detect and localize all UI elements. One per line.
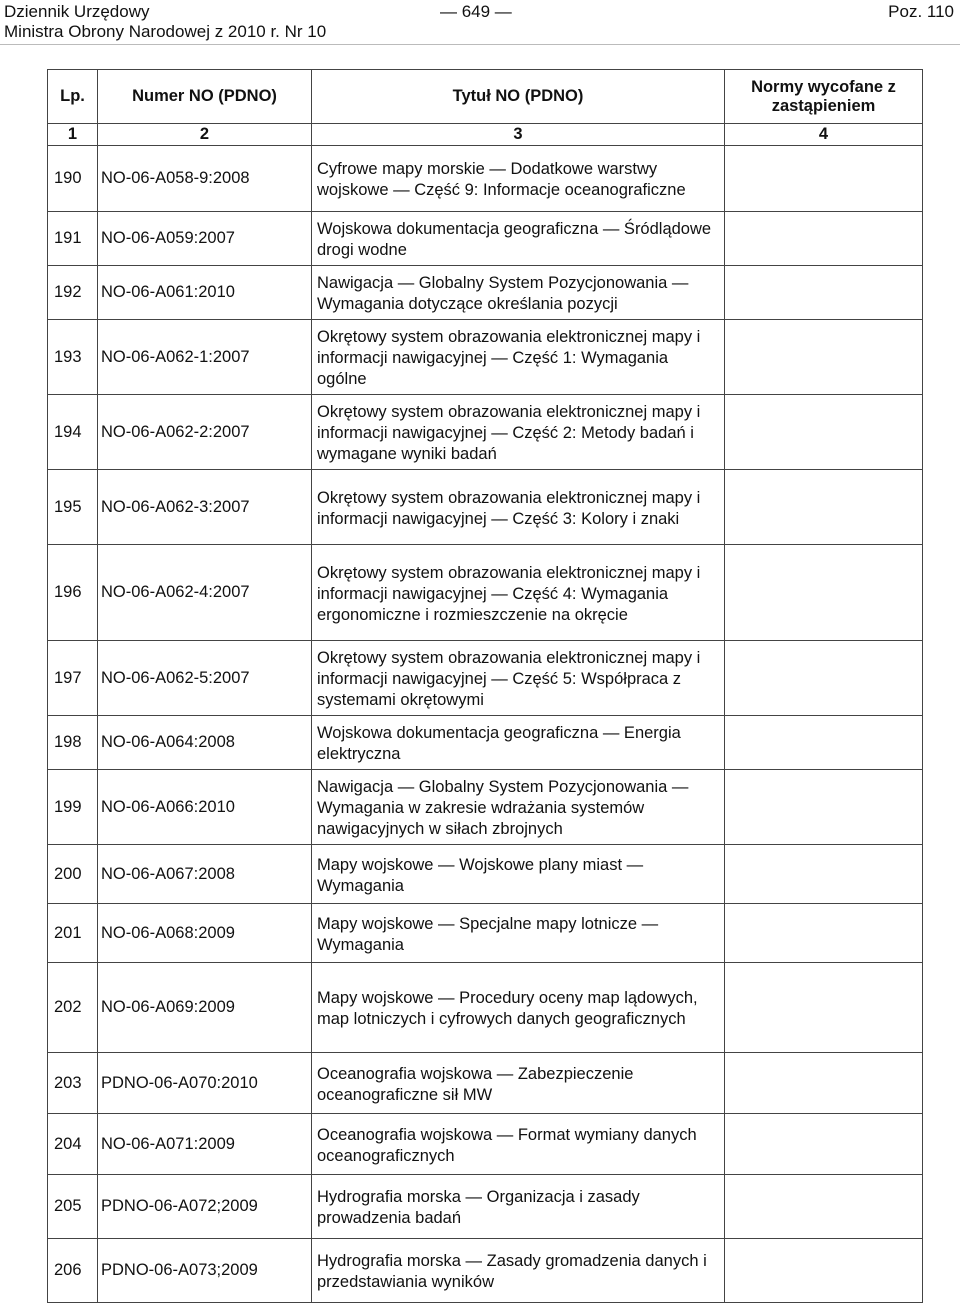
row-number: NO-06-A068:2009 bbox=[98, 904, 312, 963]
row-withdrawn bbox=[725, 395, 923, 470]
col-header-lp: Lp. bbox=[48, 70, 98, 124]
row-title: Hydrografia morska — Organizacja i zasady prowadzenia badań bbox=[312, 1175, 725, 1239]
column-number-row bbox=[48, 124, 923, 146]
row-lp: 197 bbox=[48, 641, 98, 716]
row-withdrawn bbox=[725, 545, 923, 641]
row-withdrawn bbox=[725, 1053, 923, 1114]
row-withdrawn bbox=[725, 641, 923, 716]
table-body bbox=[48, 146, 923, 1303]
row-title: Hydrografia morska — Zasady gromadzenia danych i przedstawiania wyników bbox=[312, 1239, 725, 1303]
row-title: Oceanografia wojskowa — Format wymiany danych oceanograficznych bbox=[312, 1114, 725, 1175]
row-withdrawn bbox=[725, 212, 923, 266]
row-lp: 206 bbox=[48, 1239, 98, 1303]
row-number: PDNO-06-A072;2009 bbox=[98, 1175, 312, 1239]
row-number: NO-06-A058-9:2008 bbox=[98, 146, 312, 212]
position-number: Poz. 110 bbox=[888, 2, 954, 21]
table-row bbox=[48, 470, 923, 545]
table-row bbox=[48, 845, 923, 904]
row-lp: 195 bbox=[48, 470, 98, 545]
ministry-line: Ministra Obrony Narodowej z 2010 r. Nr 10 bbox=[4, 22, 327, 41]
table-row bbox=[48, 146, 923, 212]
row-withdrawn bbox=[725, 320, 923, 395]
row-number: NO-06-A061:2010 bbox=[98, 266, 312, 320]
row-withdrawn bbox=[725, 1239, 923, 1303]
row-lp: 205 bbox=[48, 1175, 98, 1239]
row-title: Mapy wojskowe — Procedury oceny map lądowych, map lotniczych i cyfrowych danych geograficznych bbox=[312, 963, 725, 1053]
table-row bbox=[48, 1053, 923, 1114]
row-withdrawn bbox=[725, 716, 923, 770]
row-withdrawn bbox=[725, 770, 923, 845]
table-row bbox=[48, 395, 923, 470]
row-lp: 200 bbox=[48, 845, 98, 904]
row-lp: 191 bbox=[48, 212, 98, 266]
row-withdrawn bbox=[725, 1114, 923, 1175]
row-title: Okrętowy system obrazowania elektronicznej mapy i informacji nawigacyjnej — Część 1: Wymagania ogólne bbox=[312, 320, 725, 395]
page-header bbox=[0, 0, 960, 46]
table-row bbox=[48, 770, 923, 845]
row-title: Nawigacja — Globalny System Pozycjonowania — Wymagania w zakresie wdrażania systemów nawigacyjnych w siłach zbrojnych bbox=[312, 770, 725, 845]
table-row bbox=[48, 1175, 923, 1239]
row-lp: 202 bbox=[48, 963, 98, 1053]
row-title: Cyfrowe mapy morskie — Dodatkowe warstwy wojskowe — Część 9: Informacje oceanograficzne bbox=[312, 146, 725, 212]
col-number-2: 2 bbox=[98, 124, 312, 146]
col-header-title: Tytuł NO (PDNO) bbox=[312, 70, 725, 124]
row-number: PDNO-06-A073;2009 bbox=[98, 1239, 312, 1303]
table-row bbox=[48, 963, 923, 1053]
table-row bbox=[48, 1239, 923, 1303]
page-number: — 649 — bbox=[440, 2, 512, 21]
row-title: Okrętowy system obrazowania elektronicznej mapy i informacji nawigacyjnej — Część 2: Metody badań i wymagane wyniki badań bbox=[312, 395, 725, 470]
row-lp: 196 bbox=[48, 545, 98, 641]
row-title: Okrętowy system obrazowania elektronicznej mapy i informacji nawigacyjnej — Część 4: Wymagania ergonomiczne i rozmieszczenie na okręcie bbox=[312, 545, 725, 641]
row-lp: 193 bbox=[48, 320, 98, 395]
column-header-row bbox=[48, 70, 923, 124]
table-row bbox=[48, 641, 923, 716]
row-title: Nawigacja — Globalny System Pozycjonowania — Wymagania dotyczące określania pozycji bbox=[312, 266, 725, 320]
row-withdrawn bbox=[725, 1175, 923, 1239]
col-number-1: 1 bbox=[48, 124, 98, 146]
row-lp: 203 bbox=[48, 1053, 98, 1114]
row-title: Oceanografia wojskowa — Zabezpieczenie oceanograficzne sił MW bbox=[312, 1053, 725, 1114]
table-row bbox=[48, 212, 923, 266]
row-number: NO-06-A059:2007 bbox=[98, 212, 312, 266]
row-withdrawn bbox=[725, 904, 923, 963]
row-withdrawn bbox=[725, 963, 923, 1053]
row-withdrawn bbox=[725, 146, 923, 212]
row-title: Wojskowa dokumentacja geograficzna — Śródlądowe drogi wodne bbox=[312, 212, 725, 266]
col-number-4: 4 bbox=[725, 124, 923, 146]
row-number: PDNO-06-A070:2010 bbox=[98, 1053, 312, 1114]
standards-table bbox=[47, 69, 923, 1303]
table-row bbox=[48, 716, 923, 770]
row-lp: 204 bbox=[48, 1114, 98, 1175]
journal-title: Dziennik Urzędowy bbox=[4, 2, 150, 21]
table-row bbox=[48, 904, 923, 963]
row-title: Okrętowy system obrazowania elektronicznej mapy i informacji nawigacyjnej — Część 3: Kolory i znaki bbox=[312, 470, 725, 545]
row-lp: 192 bbox=[48, 266, 98, 320]
row-number: NO-06-A071:2009 bbox=[98, 1114, 312, 1175]
table-row bbox=[48, 545, 923, 641]
row-withdrawn bbox=[725, 266, 923, 320]
row-number: NO-06-A062-5:2007 bbox=[98, 641, 312, 716]
row-lp: 190 bbox=[48, 146, 98, 212]
row-title: Mapy wojskowe — Wojskowe plany miast — Wymagania bbox=[312, 845, 725, 904]
row-title: Okrętowy system obrazowania elektronicznej mapy i informacji nawigacyjnej — Część 5: Współpraca z systemami okrętowymi bbox=[312, 641, 725, 716]
row-lp: 199 bbox=[48, 770, 98, 845]
table-row bbox=[48, 1114, 923, 1175]
row-lp: 194 bbox=[48, 395, 98, 470]
row-number: NO-06-A062-3:2007 bbox=[98, 470, 312, 545]
col-number-3: 3 bbox=[312, 124, 725, 146]
col-header-number: Numer NO (PDNO) bbox=[98, 70, 312, 124]
row-number: NO-06-A069:2009 bbox=[98, 963, 312, 1053]
col-header-withdrawn: Normy wycofane z zastąpieniem bbox=[725, 70, 923, 124]
table-row bbox=[48, 320, 923, 395]
header-divider bbox=[0, 44, 960, 45]
table-row bbox=[48, 266, 923, 320]
row-withdrawn bbox=[725, 470, 923, 545]
row-lp: 201 bbox=[48, 904, 98, 963]
row-title: Wojskowa dokumentacja geograficzna — Energia elektryczna bbox=[312, 716, 725, 770]
row-lp: 198 bbox=[48, 716, 98, 770]
row-withdrawn bbox=[725, 845, 923, 904]
row-number: NO-06-A062-2:2007 bbox=[98, 395, 312, 470]
row-number: NO-06-A066:2010 bbox=[98, 770, 312, 845]
row-number: NO-06-A067:2008 bbox=[98, 845, 312, 904]
row-title: Mapy wojskowe — Specjalne mapy lotnicze — Wymagania bbox=[312, 904, 725, 963]
row-number: NO-06-A064:2008 bbox=[98, 716, 312, 770]
row-number: NO-06-A062-4:2007 bbox=[98, 545, 312, 641]
row-number: NO-06-A062-1:2007 bbox=[98, 320, 312, 395]
